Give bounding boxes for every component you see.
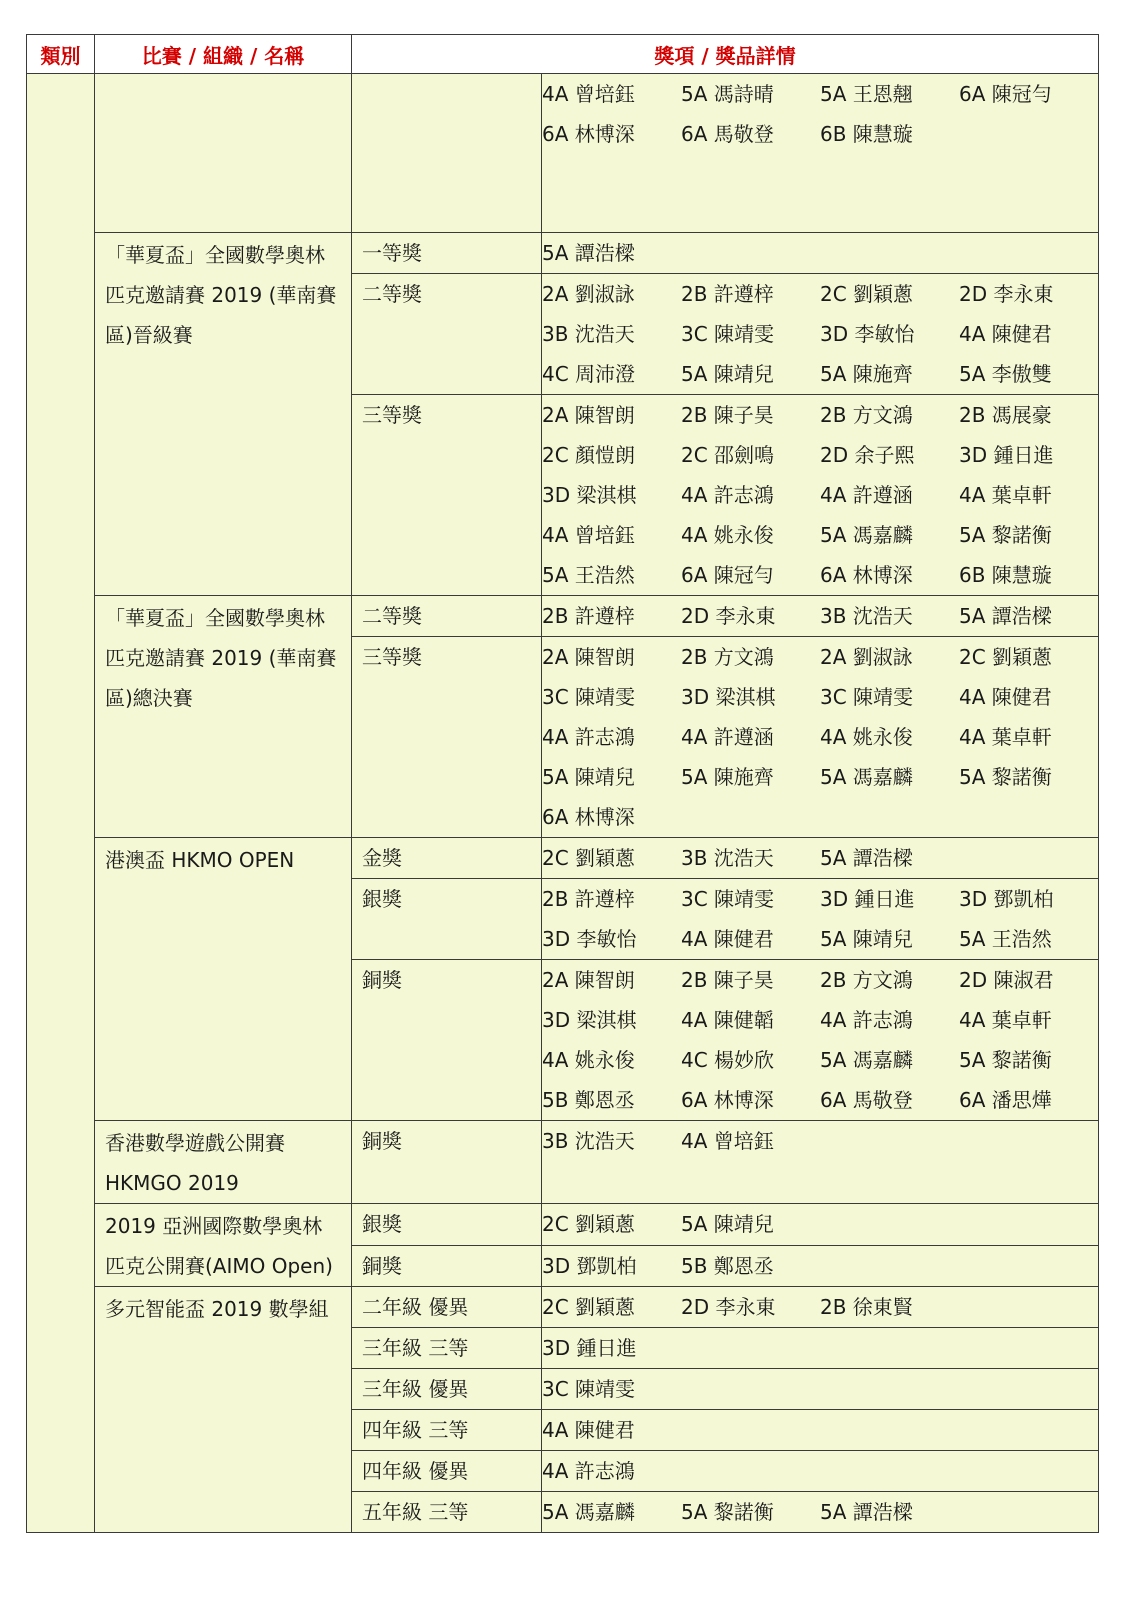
winner-name: 3C 陳靖雯 (681, 887, 775, 911)
winner-name: 6B 陳慧璇 (959, 563, 1052, 587)
winner-name: 2C 劉穎蔥 (959, 645, 1053, 669)
winner-name: 2B 方文鴻 (681, 645, 774, 669)
winner-name: 2C 顏愷朗 (542, 443, 636, 467)
winner-name: 2C 劉穎蔥 (542, 1212, 636, 1236)
winner-name: 5A 陳施齊 (820, 362, 913, 386)
winner-name: 5A 李傲雙 (959, 362, 1052, 386)
competition-name: 港澳盃 HKMO OPEN (95, 838, 352, 1121)
award-row (27, 838, 1099, 879)
winner-name: 2A 劉淑詠 (542, 282, 635, 306)
winner-name: 3B 沈浩天 (542, 1129, 635, 1153)
winner-name: 4A 葉卓軒 (959, 725, 1052, 749)
winner-name: 5A 譚浩樑 (959, 604, 1052, 628)
winner-name: 5B 鄭恩丞 (542, 1088, 635, 1112)
competition-name: 2019 亞洲國際數學奧林匹克公開賽(AIMO Open) (95, 1204, 352, 1287)
winner-name: 4A 許遵涵 (681, 725, 774, 749)
winner-name: 3D 鄧凱柏 (959, 887, 1054, 911)
winner-name: 6A 陳冠勻 (681, 563, 774, 587)
winner-list (542, 596, 1099, 637)
winner-name: 5A 譚浩樑 (542, 241, 635, 265)
prize-label: 四年級 三等 (352, 1410, 542, 1451)
winner-name: 3D 鍾日進 (542, 1336, 637, 1360)
winner-name: 6A 陳冠勻 (959, 82, 1052, 106)
winner-name: 3D 梁淇棋 (542, 483, 637, 507)
winner-name: 4A 葉卓軒 (959, 483, 1052, 507)
winner-name: 4A 許志鴻 (681, 483, 774, 507)
winner-name: 2B 許遵梓 (542, 887, 635, 911)
winner-name: 4A 許志鴻 (542, 1459, 635, 1483)
winner-list (542, 1121, 1099, 1204)
winner-name: 5A 黎諾衡 (959, 1048, 1052, 1072)
winner-name: 2B 徐東賢 (820, 1295, 913, 1319)
winner-name: 5A 黎諾衡 (959, 523, 1052, 547)
winner-name: 3C 陳靖雯 (542, 685, 636, 709)
prize-label: 三年級 三等 (352, 1328, 542, 1369)
winner-name: 2B 許遵梓 (681, 282, 774, 306)
winner-list (542, 1369, 1099, 1410)
prize-label: 五年級 三等 (352, 1492, 542, 1533)
winner-name: 2D 李永東 (681, 604, 776, 628)
winner-name: 4A 陳健君 (959, 685, 1052, 709)
competition-name: 「華夏盃」全國數學奧林匹克邀請賽 2019 (華南賽區)晉級賽 (95, 233, 352, 596)
winner-name: 4A 陳健君 (542, 1418, 635, 1442)
winner-list (542, 74, 1099, 233)
winner-name: 3D 梁淇棋 (542, 1008, 637, 1032)
prize-label: 二年級 優異 (352, 1287, 542, 1328)
winner-name: 3D 鍾日進 (820, 887, 915, 911)
winner-name: 2D 李永東 (681, 1295, 776, 1319)
winner-name: 5A 陳靖兒 (820, 927, 913, 951)
winner-name: 4A 姚永俊 (542, 1048, 635, 1072)
winner-name: 4A 陳健君 (681, 927, 774, 951)
competition-name: 香港數學遊戲公開賽 HKMGO 2019 (95, 1121, 352, 1204)
prize-label: 銀獎 (352, 879, 542, 960)
winner-name: 2C 邵劍鳴 (681, 443, 775, 467)
header-category: 類別 (27, 35, 95, 74)
winner-name: 3D 鍾日進 (959, 443, 1054, 467)
winner-list (542, 1245, 1099, 1287)
winner-name: 3B 沈浩天 (542, 322, 635, 346)
winner-name: 5A 黎諾衡 (681, 1500, 774, 1524)
competition-name: 「華夏盃」全國數學奧林匹克邀請賽 2019 (華南賽區)總決賽 (95, 596, 352, 838)
winner-name: 3B 沈浩天 (820, 604, 913, 628)
winner-name: 4A 許遵涵 (820, 483, 913, 507)
awards-table (26, 34, 1099, 1533)
header-competition: 比賽 / 組織 / 名稱 (95, 35, 352, 74)
prize-label: 四年級 優異 (352, 1451, 542, 1492)
winner-name: 5A 陳施齊 (681, 765, 774, 789)
winner-name: 2C 劉穎蔥 (820, 282, 914, 306)
winner-list (542, 1410, 1099, 1451)
award-row (27, 233, 1099, 274)
prize-label: 三等獎 (352, 395, 542, 596)
winner-name: 6A 林博深 (681, 1088, 774, 1112)
winner-name: 5A 馮詩晴 (681, 82, 774, 106)
award-row (27, 596, 1099, 637)
winner-name: 3D 鄧凱柏 (542, 1253, 637, 1278)
winner-list (542, 1451, 1099, 1492)
winner-name: 3B 沈浩天 (681, 846, 774, 870)
winner-name: 6A 潘思燁 (959, 1088, 1052, 1112)
winner-list (542, 395, 1099, 596)
winner-name: 2B 馮展豪 (959, 403, 1052, 427)
competition-name (95, 74, 352, 233)
prize-label: 銅獎 (352, 960, 542, 1121)
winner-name: 3C 陳靖雯 (681, 322, 775, 346)
winner-name: 5A 王恩翹 (820, 82, 913, 106)
winner-name: 6A 林博深 (542, 122, 635, 146)
winner-name: 5A 陳靖兒 (681, 1212, 774, 1236)
winner-list (542, 637, 1099, 838)
prize-label: 金獎 (352, 838, 542, 879)
winner-name: 2D 李永東 (959, 282, 1054, 306)
winner-name: 3D 李敏怡 (820, 322, 915, 346)
winner-name: 2A 陳智朗 (542, 968, 635, 992)
winner-name: 4A 姚永俊 (820, 725, 913, 749)
winner-name: 2C 劉穎蔥 (542, 846, 636, 870)
winner-list (542, 1287, 1099, 1328)
prize-label (352, 74, 542, 233)
winner-list (542, 1204, 1099, 1246)
winner-name: 5A 王浩然 (542, 563, 635, 587)
winner-name: 5A 陳靖兒 (681, 362, 774, 386)
winner-list (542, 1492, 1099, 1533)
winner-list (542, 838, 1099, 879)
winner-name: 6A 林博深 (542, 805, 635, 829)
winner-name: 2C 劉穎蔥 (542, 1295, 636, 1319)
winner-name: 5A 王浩然 (959, 927, 1052, 951)
winner-name: 2B 陳子昊 (681, 968, 774, 992)
winner-list (542, 879, 1099, 960)
winner-name: 2B 陳子昊 (681, 403, 774, 427)
prize-label: 三年級 優異 (352, 1369, 542, 1410)
category-cell (27, 74, 95, 1533)
winner-name: 4A 葉卓軒 (959, 1008, 1052, 1032)
prize-label: 一等獎 (352, 233, 542, 274)
winner-name: 4A 姚永俊 (681, 523, 774, 547)
competition-name: 多元智能盃 2019 數學組 (95, 1287, 352, 1533)
winner-name: 5A 譚浩樑 (820, 846, 913, 870)
prize-label: 二等獎 (352, 274, 542, 395)
winner-list (542, 1328, 1099, 1369)
prize-label: 銀獎 (352, 1204, 542, 1246)
winner-name: 2B 許遵梓 (542, 604, 635, 628)
winner-name: 2A 陳智朗 (542, 403, 635, 427)
prize-label: 三等獎 (352, 637, 542, 838)
header-row (27, 35, 1099, 74)
winner-name: 4A 許志鴻 (820, 1008, 913, 1032)
winner-name: 5A 黎諾衡 (959, 765, 1052, 789)
winner-name: 2A 劉淑詠 (820, 645, 913, 669)
winner-name: 3C 陳靖雯 (820, 685, 914, 709)
winner-list (542, 274, 1099, 395)
winner-name: 4A 曾培鈺 (681, 1129, 774, 1153)
winner-name: 4A 許志鴻 (542, 725, 635, 749)
winner-name: 6A 馬敬登 (681, 122, 774, 146)
winner-name: 4A 曾培鈺 (542, 82, 635, 106)
award-row (27, 1287, 1099, 1328)
award-row (27, 1121, 1099, 1204)
winner-name: 6A 馬敬登 (820, 1088, 913, 1112)
winner-name: 2D 余子熙 (820, 443, 915, 467)
winner-name: 5A 馮嘉麟 (820, 1048, 913, 1072)
prize-label: 二等獎 (352, 596, 542, 637)
winner-name: 3C 陳靖雯 (542, 1377, 636, 1401)
winner-name: 4A 陳健君 (959, 322, 1052, 346)
header-award: 獎項 / 獎品詳情 (352, 35, 1099, 74)
winner-name: 5B 鄭恩丞 (681, 1253, 774, 1278)
winner-name: 2B 方文鴻 (820, 403, 913, 427)
prize-label: 銅獎 (352, 1121, 542, 1204)
award-row (27, 1204, 1099, 1246)
prize-label: 銅獎 (352, 1245, 542, 1287)
winner-name: 6A 林博深 (820, 563, 913, 587)
winner-name: 4C 周沛澄 (542, 362, 636, 386)
winner-name: 2D 陳淑君 (959, 968, 1054, 992)
winner-name: 2B 方文鴻 (820, 968, 913, 992)
award-row (27, 74, 1099, 233)
winner-name: 5A 陳靖兒 (542, 765, 635, 789)
winner-name: 6B 陳慧璇 (820, 122, 913, 146)
winner-name: 3D 李敏怡 (542, 927, 637, 951)
winner-list (542, 233, 1099, 274)
winner-name: 4A 曾培鈺 (542, 523, 635, 547)
winner-name: 5A 馮嘉麟 (820, 523, 913, 547)
winner-name: 5A 馮嘉麟 (820, 765, 913, 789)
winner-name: 3D 梁淇棋 (681, 685, 776, 709)
winner-name: 5A 馮嘉麟 (542, 1500, 635, 1524)
winner-list (542, 960, 1099, 1121)
winner-name: 5A 譚浩樑 (820, 1500, 913, 1524)
winner-name: 4C 楊妙欣 (681, 1048, 775, 1072)
winner-name: 4A 陳健韜 (681, 1008, 774, 1032)
winner-name: 2A 陳智朗 (542, 645, 635, 669)
